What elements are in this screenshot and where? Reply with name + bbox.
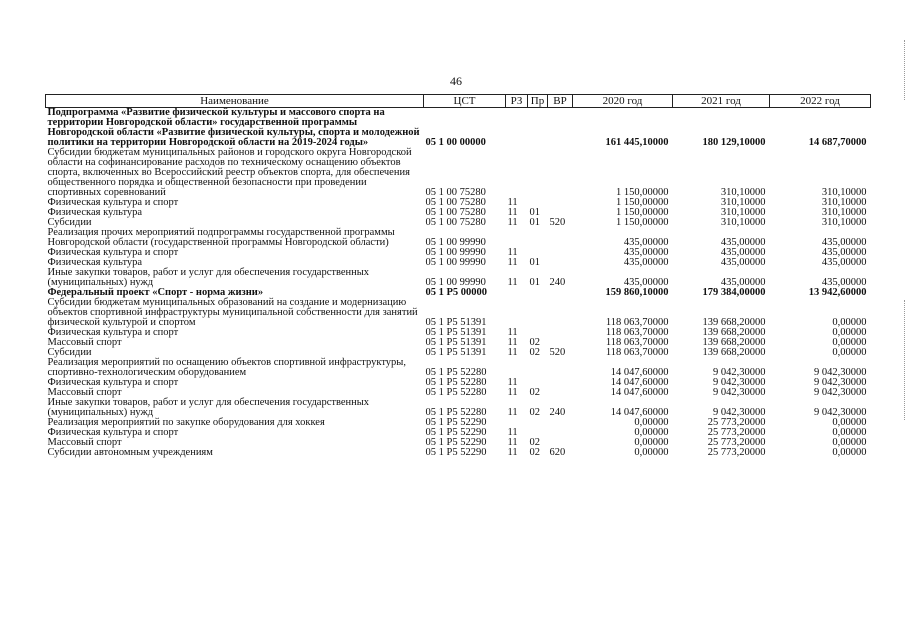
cell-rz <box>506 288 528 298</box>
table-header-row <box>46 95 871 108</box>
cell-rz: 11 <box>507 437 518 448</box>
cell-cst: 05 1 00 99990 <box>425 237 486 248</box>
cell-y2020: 159 860,10000 <box>605 287 669 298</box>
cell-y2020: 0,00000 <box>634 427 669 438</box>
cell-vr: 240 <box>549 407 566 418</box>
table-row <box>46 268 871 288</box>
cell-name: Реализация мероприятий по оснащению объектов спортивной инфраструктуры, спортивно-технологическим оборудованием <box>47 357 406 378</box>
cell-name: Реализация прочих мероприятий подпрограммы государственной программы Новгородской области (государственной программы Новгородской области) <box>47 227 395 248</box>
cell-pr <box>528 288 548 298</box>
cell-name: Физическая культура и спорт <box>47 427 179 438</box>
cell-y2020: 118 063,70000 <box>605 347 669 358</box>
page-number: 46 <box>450 74 462 88</box>
cell-y2021: 9 042,30000 <box>713 367 766 378</box>
cell-y2021: 9 042,30000 <box>713 407 766 418</box>
table-body <box>46 108 871 459</box>
table-row <box>46 298 871 328</box>
cell-cst: 05 1 00 75280 <box>425 217 486 228</box>
cell-name: Иные закупки товаров, работ и услуг для обеспечения государственных (муниципальных) нужд <box>47 397 370 418</box>
cell-cst: 05 1 Р5 51391 <box>425 337 487 348</box>
cell-y2021: 25 773,20000 <box>707 447 766 458</box>
table-row <box>46 358 871 378</box>
cell-pr: 01 <box>529 277 540 288</box>
cell-y2020: 1 150,00000 <box>616 217 669 228</box>
cell-cst: 05 1 00 75280 <box>425 207 486 218</box>
table-row <box>46 398 871 418</box>
cell-name: Физическая культура и спорт <box>47 247 179 258</box>
scan-edge-mark <box>898 300 905 420</box>
header-pr: Пр <box>528 95 548 108</box>
cell-rz <box>506 298 528 328</box>
cell-y2022: 435,00000 <box>821 247 867 258</box>
cell-y2022: 0,00000 <box>832 317 867 328</box>
cell-cst: 05 1 00 00000 <box>425 137 486 148</box>
cell-cst: 05 1 Р5 52290 <box>425 437 487 448</box>
cell-name: Реализация мероприятий по закупке оборудования для хоккея <box>47 417 325 428</box>
cell-cst: 05 1 Р5 51391 <box>425 317 487 328</box>
cell-y2022: 435,00000 <box>821 257 867 268</box>
cell-y2021: 139 668,20000 <box>702 327 766 338</box>
table-row <box>46 448 871 458</box>
cell-y2022: 310,10000 <box>821 197 867 208</box>
cell-y2020: 118 063,70000 <box>605 327 669 338</box>
cell-y2021: 310,10000 <box>720 197 766 208</box>
cell-vr <box>548 298 573 328</box>
cell-y2021: 310,10000 <box>720 207 766 218</box>
cell-name: Физическая культура и спорт <box>47 197 179 208</box>
cell-name: Физическая культура <box>47 257 143 268</box>
cell-cst: 05 1 Р5 52290 <box>425 447 487 458</box>
cell-name: Массовый спорт <box>47 337 122 348</box>
cell-vr: 620 <box>549 447 566 458</box>
table-row <box>46 148 871 198</box>
cell-vr <box>548 258 573 268</box>
cell-name: Физическая культура <box>47 207 143 218</box>
cell-y2020: 1 150,00000 <box>616 207 669 218</box>
cell-y2021: 25 773,20000 <box>707 427 766 438</box>
cell-y2022: 0,00000 <box>832 417 867 428</box>
cell-rz: 11 <box>507 217 518 228</box>
cell-rz: 11 <box>507 447 518 458</box>
cell-y2020: 435,00000 <box>623 257 669 268</box>
cell-y2022: 435,00000 <box>821 237 867 248</box>
cell-rz <box>506 108 528 149</box>
cell-y2022: 9 042,30000 <box>814 407 867 418</box>
cell-rz: 11 <box>507 427 518 438</box>
cell-y2020: 118 063,70000 <box>605 337 669 348</box>
cell-vr <box>548 388 573 398</box>
cell-cst: 05 1 00 75280 <box>425 187 486 198</box>
cell-y2020: 161 445,10000 <box>605 137 669 148</box>
budget-table <box>45 94 871 458</box>
cell-y2021: 435,00000 <box>720 277 766 288</box>
cell-y2022: 0,00000 <box>832 427 867 438</box>
cell-pr: 02 <box>529 337 540 348</box>
cell-name: Массовый спорт <box>47 437 122 448</box>
cell-cst: 05 1 Р5 52280 <box>425 387 487 398</box>
cell-vr <box>548 428 573 438</box>
cell-name: Субсидии <box>47 347 92 358</box>
cell-vr: 520 <box>549 347 566 358</box>
cell-y2021: 25 773,20000 <box>707 417 766 428</box>
cell-name: Федеральный проект «Спорт - норма жизни» <box>47 287 264 298</box>
cell-pr: 02 <box>529 407 540 418</box>
cell-pr <box>528 228 548 248</box>
cell-cst: 05 1 00 75280 <box>425 197 486 208</box>
cell-name: Субсидии автономным учреждениям <box>47 447 213 458</box>
scan-edge-mark <box>898 40 905 100</box>
cell-y2022: 435,00000 <box>821 277 867 288</box>
cell-vr: 520 <box>549 217 566 228</box>
cell-y2021: 180 129,10000 <box>702 137 766 148</box>
cell-rz <box>506 358 528 378</box>
cell-y2020: 1 150,00000 <box>616 187 669 198</box>
cell-pr: 01 <box>529 207 540 218</box>
cell-pr: 01 <box>529 217 540 228</box>
cell-rz: 11 <box>507 347 518 358</box>
cell-y2020: 435,00000 <box>623 247 669 258</box>
cell-y2021: 25 773,20000 <box>707 437 766 448</box>
cell-y2022: 310,10000 <box>821 187 867 198</box>
cell-y2021: 310,10000 <box>720 187 766 198</box>
cell-y2022: 0,00000 <box>832 347 867 358</box>
cell-rz: 11 <box>507 277 518 288</box>
cell-y2021: 139 668,20000 <box>702 347 766 358</box>
cell-cst: 05 1 Р5 00000 <box>425 287 488 298</box>
cell-cst: 05 1 Р5 52290 <box>425 427 487 438</box>
cell-pr: 02 <box>529 347 540 358</box>
cell-name: Физическая культура и спорт <box>47 327 179 338</box>
cell-vr <box>548 198 573 208</box>
cell-rz <box>506 228 528 248</box>
cell-cst: 05 1 Р5 52280 <box>425 407 487 418</box>
cell-cst: 05 1 Р5 52280 <box>425 367 487 378</box>
cell-vr <box>548 228 573 248</box>
cell-cst: 05 1 00 99990 <box>425 277 486 288</box>
cell-cst: 05 1 Р5 51391 <box>425 327 487 338</box>
cell-cst: 05 1 Р5 52280 <box>425 377 487 388</box>
cell-y2020: 14 047,60000 <box>610 367 669 378</box>
cell-y2022: 310,10000 <box>821 217 867 228</box>
cell-vr <box>548 358 573 378</box>
cell-cst: 05 1 00 99990 <box>425 257 486 268</box>
cell-y2021: 139 668,20000 <box>702 317 766 328</box>
cell-y2020: 14 047,60000 <box>610 377 669 388</box>
cell-y2022: 9 042,30000 <box>814 377 867 388</box>
cell-pr: 02 <box>529 387 540 398</box>
cell-pr <box>528 148 548 198</box>
cell-rz: 11 <box>507 257 518 268</box>
cell-y2022: 9 042,30000 <box>814 367 867 378</box>
cell-y2020: 1 150,00000 <box>616 197 669 208</box>
header-rz: РЗ <box>506 95 528 108</box>
cell-rz: 11 <box>507 337 518 348</box>
header-2022: 2022 год <box>770 95 871 108</box>
cell-name: Подпрограмма «Развитие физической культуры и массового спорта на территории Новгородской области» государственной программы Новгородской области «Развитие физической культуры, спорта и молодежной политики на территории Новгородской области на 2019-2024 годы» <box>47 107 420 148</box>
cell-vr <box>548 288 573 298</box>
cell-y2021: 9 042,30000 <box>713 387 766 398</box>
header-name: Наименование <box>46 95 424 108</box>
cell-pr <box>528 358 548 378</box>
cell-y2022: 0,00000 <box>832 447 867 458</box>
cell-cst: 05 1 Р5 51391 <box>425 347 487 358</box>
cell-y2022: 14 687,70000 <box>808 137 867 148</box>
cell-y2020: 118 063,70000 <box>605 317 669 328</box>
cell-name: Массовый спорт <box>47 387 122 398</box>
cell-cst: 05 1 00 99990 <box>425 247 486 258</box>
cell-y2020: 0,00000 <box>634 437 669 448</box>
cell-rz: 11 <box>507 247 518 258</box>
header-vr: ВР <box>548 95 573 108</box>
cell-rz: 11 <box>507 207 518 218</box>
cell-y2022: 13 942,60000 <box>808 287 867 298</box>
header-cst: ЦСТ <box>424 95 506 108</box>
cell-y2022: 0,00000 <box>832 327 867 338</box>
cell-rz: 11 <box>507 377 518 388</box>
cell-y2020: 435,00000 <box>623 237 669 248</box>
cell-vr <box>548 148 573 198</box>
header-2020: 2020 год <box>573 95 673 108</box>
cell-rz: 11 <box>507 197 518 208</box>
cell-name: Субсидии бюджетам муниципальных районов и городского округа Новгородской области на софинансирование расходов по техническому оснащению объектов спорта, включенных во Всероссийский реестр объектов спорта, для обеспечения общественного порядка и общественной безопасности при проведении спортивных соревнований <box>47 147 412 198</box>
cell-name: Субсидии <box>47 217 92 228</box>
table-row <box>46 228 871 248</box>
cell-y2021: 435,00000 <box>720 247 766 258</box>
header-2021: 2021 год <box>673 95 770 108</box>
cell-y2022: 0,00000 <box>832 337 867 348</box>
cell-rz: 11 <box>507 407 518 418</box>
cell-pr <box>528 108 548 149</box>
cell-pr: 02 <box>529 437 540 448</box>
cell-vr <box>548 108 573 149</box>
cell-name: Физическая культура и спорт <box>47 377 179 388</box>
cell-vr <box>548 248 573 258</box>
cell-y2021: 435,00000 <box>720 237 766 248</box>
cell-pr: 02 <box>529 447 540 458</box>
cell-vr <box>548 328 573 338</box>
cell-y2022: 9 042,30000 <box>814 387 867 398</box>
cell-y2020: 14 047,60000 <box>610 387 669 398</box>
cell-y2021: 179 384,00000 <box>702 287 766 298</box>
cell-y2020: 0,00000 <box>634 417 669 428</box>
cell-y2021: 139 668,20000 <box>702 337 766 348</box>
cell-y2021: 435,00000 <box>720 257 766 268</box>
cell-vr <box>548 378 573 388</box>
cell-pr <box>528 298 548 328</box>
cell-y2021: 310,10000 <box>720 217 766 228</box>
cell-rz: 11 <box>507 387 518 398</box>
cell-vr <box>548 418 573 428</box>
cell-y2021: 9 042,30000 <box>713 377 766 388</box>
cell-cst: 05 1 Р5 52290 <box>425 417 487 428</box>
cell-name: Субсидии бюджетам муниципальных образований на создание и модернизацию объектов спортивной инфраструктуры муниципальной собственности для занятий физической культурой и спортом <box>47 297 418 328</box>
cell-y2020: 14 047,60000 <box>610 407 669 418</box>
cell-y2020: 435,00000 <box>623 277 669 288</box>
cell-vr: 240 <box>549 277 566 288</box>
cell-name: Иные закупки товаров, работ и услуг для обеспечения государственных (муниципальных) нужд <box>47 267 370 288</box>
cell-y2020: 0,00000 <box>634 447 669 458</box>
cell-y2022: 310,10000 <box>821 207 867 218</box>
cell-rz: 11 <box>507 327 518 338</box>
cell-pr: 01 <box>529 257 540 268</box>
table-row <box>46 108 871 149</box>
cell-pr <box>528 418 548 428</box>
cell-y2022: 0,00000 <box>832 437 867 448</box>
cell-rz <box>506 148 528 198</box>
